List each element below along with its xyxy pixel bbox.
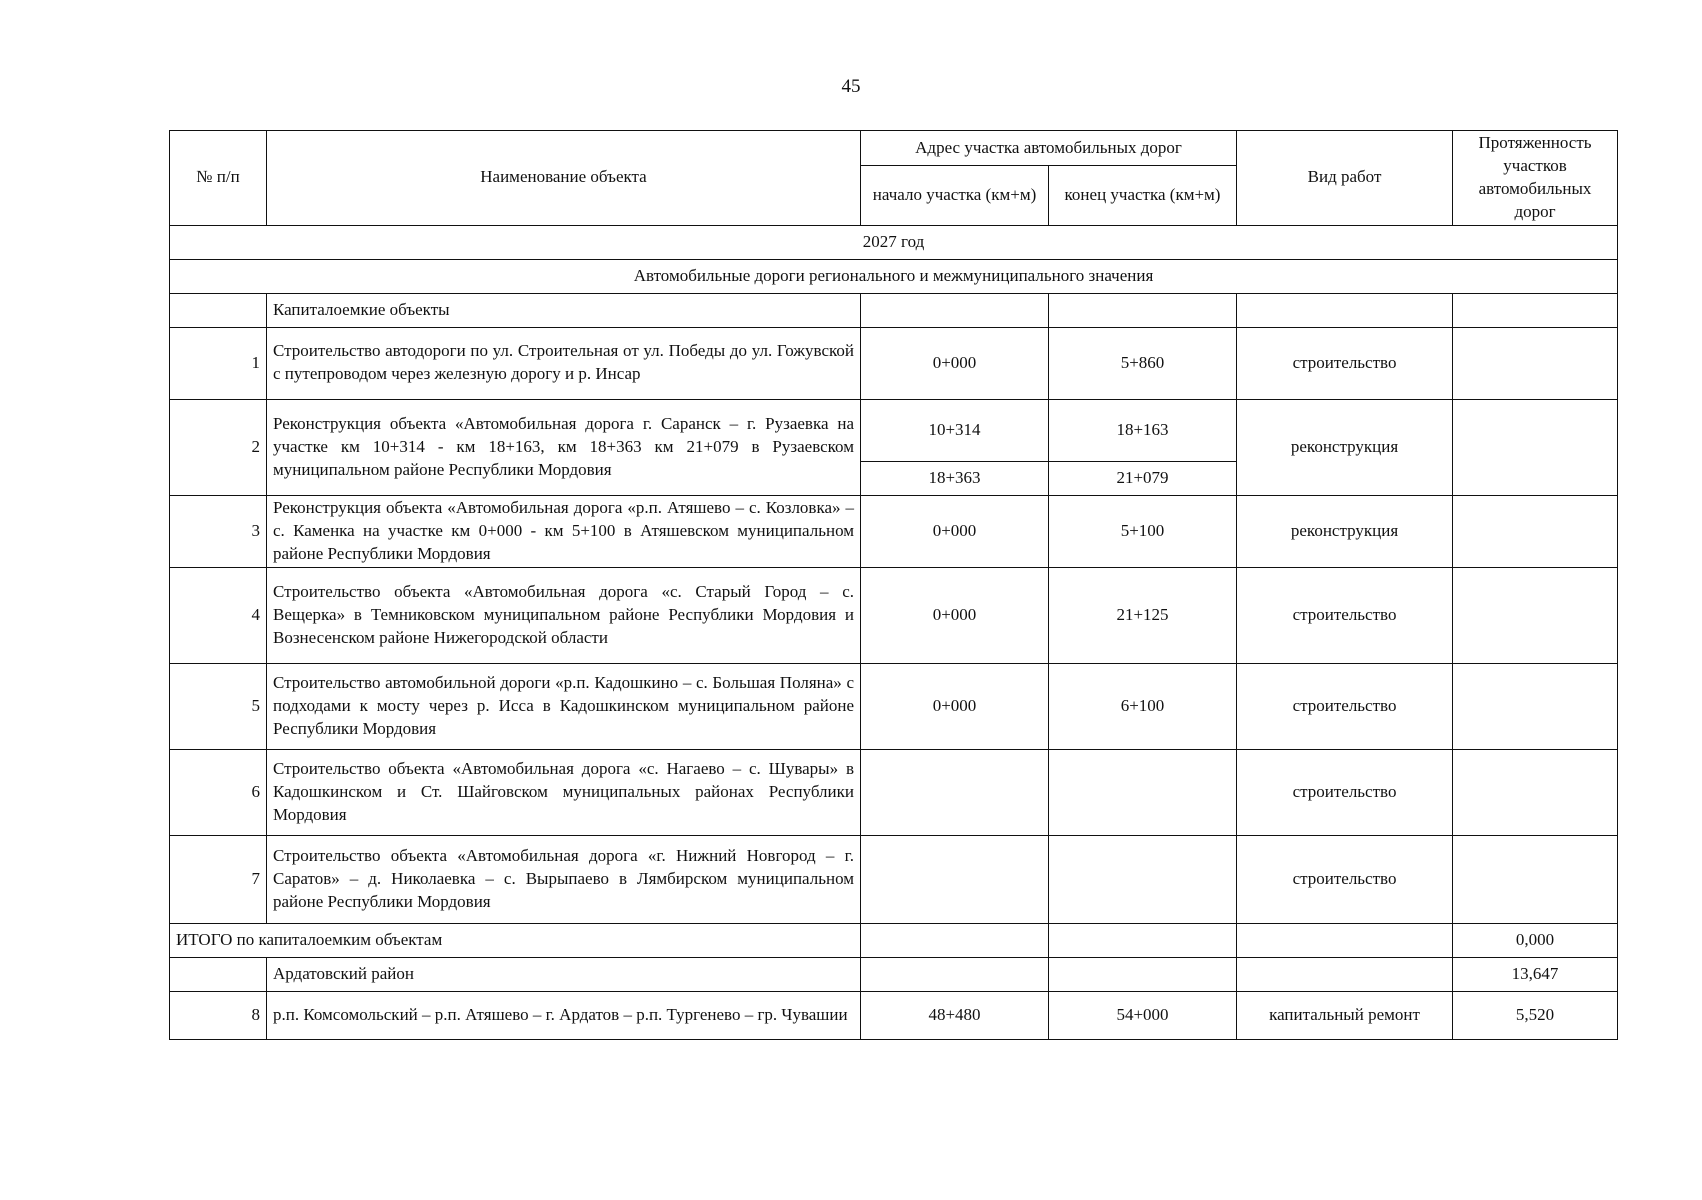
start-km: 48+480 bbox=[861, 991, 1049, 1039]
empty-cell bbox=[861, 923, 1049, 957]
empty-cell bbox=[1049, 957, 1237, 991]
start-km: 0+000 bbox=[861, 495, 1049, 567]
object-name: Строительство объекта «Автомобильная дорога «г. Нижний Новгород – г. Саратов» – д. Николаевка – с. Вырыпаево в Лямбирском муниципальном районе Республики Мордовия bbox=[267, 835, 861, 923]
empty-cell bbox=[1453, 293, 1618, 327]
subsection-label: Капиталоемкие объекты bbox=[267, 293, 861, 327]
length-value bbox=[1453, 749, 1618, 835]
end-km: 5+100 bbox=[1049, 495, 1237, 567]
total-row bbox=[170, 923, 1618, 957]
empty-cell bbox=[861, 957, 1049, 991]
district-value: 13,647 bbox=[1453, 957, 1618, 991]
empty-cell bbox=[1237, 957, 1453, 991]
end-km: 6+100 bbox=[1049, 663, 1237, 749]
table-row bbox=[170, 991, 1618, 1039]
work-type: строительство bbox=[1237, 835, 1453, 923]
start-km: 0+000 bbox=[861, 327, 1049, 399]
work-type: капитальный ремонт bbox=[1237, 991, 1453, 1039]
table-row bbox=[170, 567, 1618, 663]
page-number: 45 bbox=[841, 76, 861, 97]
category-row bbox=[170, 259, 1618, 293]
empty-cell bbox=[1049, 293, 1237, 327]
object-name: Строительство автомобильной дороги «р.п. Кадошкино – с. Большая Поляна» с подходами к мосту через р. Исса в Кадошкинском муниципальном районе Республики Мордовия bbox=[267, 663, 861, 749]
empty-cell bbox=[170, 293, 267, 327]
end-km: 5+860 bbox=[1049, 327, 1237, 399]
length-value bbox=[1453, 567, 1618, 663]
work-type: строительство bbox=[1237, 749, 1453, 835]
empty-cell bbox=[1237, 293, 1453, 327]
row-number: 7 bbox=[170, 835, 267, 923]
work-type: реконструкция bbox=[1237, 495, 1453, 567]
empty-cell bbox=[861, 293, 1049, 327]
end-km bbox=[1049, 749, 1237, 835]
length-value: 5,520 bbox=[1453, 991, 1618, 1039]
table-row bbox=[170, 749, 1618, 835]
subsection-row bbox=[170, 293, 1618, 327]
district-label: Ардатовский район bbox=[267, 957, 861, 991]
table-row bbox=[170, 327, 1618, 399]
object-name: р.п. Комсомольский – р.п. Атяшево – г. Ардатов – р.п. Тургенево – гр. Чувашии bbox=[267, 991, 861, 1039]
start-km bbox=[861, 749, 1049, 835]
length-value bbox=[1453, 663, 1618, 749]
year-row bbox=[170, 225, 1618, 259]
end-km: 54+000 bbox=[1049, 991, 1237, 1039]
road-works-table bbox=[169, 130, 1618, 1040]
year-label: 2027 год bbox=[170, 225, 1618, 259]
row-number: 1 bbox=[170, 327, 267, 399]
category-label: Автомобильные дороги регионального и межмуниципального значения bbox=[170, 259, 1618, 293]
table-header-row bbox=[170, 131, 1618, 166]
row-number: 4 bbox=[170, 567, 267, 663]
work-type: строительство bbox=[1237, 567, 1453, 663]
total-value: 0,000 bbox=[1453, 923, 1618, 957]
object-name: Строительство объекта «Автомобильная дорога «с. Старый Город – с. Вещерка» в Темниковском муниципальном районе Республики Мордовия и Вознесенском районе Нижегородской области bbox=[267, 567, 861, 663]
length-value bbox=[1453, 327, 1618, 399]
length-value bbox=[1453, 399, 1618, 495]
header-name: Наименование объекта bbox=[267, 131, 861, 226]
start-km: 0+000 bbox=[861, 567, 1049, 663]
work-type: реконструкция bbox=[1237, 399, 1453, 495]
table-row bbox=[170, 663, 1618, 749]
total-label: ИТОГО по капиталоемким объектам bbox=[170, 923, 861, 957]
start-km: 10+314 bbox=[861, 399, 1049, 461]
row-number: 3 bbox=[170, 495, 267, 567]
length-value bbox=[1453, 495, 1618, 567]
row-number: 5 bbox=[170, 663, 267, 749]
length-value bbox=[1453, 835, 1618, 923]
object-name: Реконструкция объекта «Автомобильная дорога г. Саранск – г. Рузаевка на участке км 10+314 - км 18+163, км 18+363 км 21+079 в Рузаевском муниципальном районе Республики Мордовия bbox=[267, 399, 861, 495]
start-km: 0+000 bbox=[861, 663, 1049, 749]
header-length: Протяженность участков автомобильных дорог bbox=[1453, 131, 1618, 226]
start-km: 18+363 bbox=[861, 461, 1049, 495]
work-type: строительство bbox=[1237, 327, 1453, 399]
end-km bbox=[1049, 835, 1237, 923]
row-number: 6 bbox=[170, 749, 267, 835]
work-type: строительство bbox=[1237, 663, 1453, 749]
header-start: начало участка (км+м) bbox=[861, 166, 1049, 226]
header-address: Адрес участка автомобильных дорог bbox=[861, 131, 1237, 166]
row-number: 8 bbox=[170, 991, 267, 1039]
end-km: 18+163 bbox=[1049, 399, 1237, 461]
header-num: № п/п bbox=[170, 131, 267, 226]
start-km bbox=[861, 835, 1049, 923]
empty-cell bbox=[1049, 923, 1237, 957]
header-work: Вид работ bbox=[1237, 131, 1453, 226]
table-row bbox=[170, 835, 1618, 923]
table-row bbox=[170, 399, 1618, 461]
end-km: 21+079 bbox=[1049, 461, 1237, 495]
district-row bbox=[170, 957, 1618, 991]
row-number: 2 bbox=[170, 399, 267, 495]
empty-cell bbox=[1237, 923, 1453, 957]
end-km: 21+125 bbox=[1049, 567, 1237, 663]
object-name: Строительство автодороги по ул. Строительная от ул. Победы до ул. Гожувской с путепроводом через железную дорогу и р. Инсар bbox=[267, 327, 861, 399]
table-row bbox=[170, 495, 1618, 567]
object-name: Строительство объекта «Автомобильная дорога «с. Нагаево – с. Шувары» в Кадошкинском и Ст. Шайговском муниципальных районах Республики Мордовия bbox=[267, 749, 861, 835]
header-end: конец участка (км+м) bbox=[1049, 166, 1237, 226]
empty-cell bbox=[170, 957, 267, 991]
object-name: Реконструкция объекта «Автомобильная дорога «р.п. Атяшево – с. Козловка» – с. Каменка на участке км 0+000 - км 5+100 в Атяшевском муниципальном районе Республики Мордовия bbox=[267, 495, 861, 567]
